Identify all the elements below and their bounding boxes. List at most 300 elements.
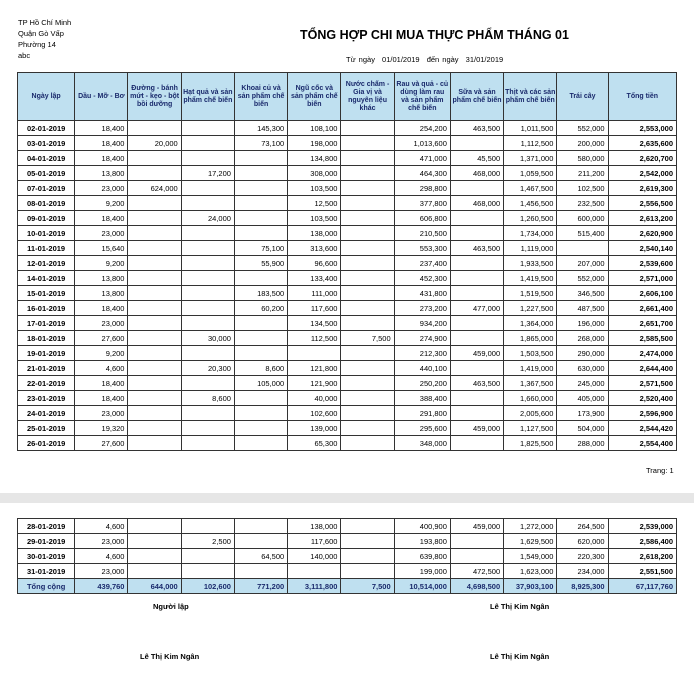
amount-cell: 1,825,500 xyxy=(504,436,557,451)
amount-cell xyxy=(341,271,394,286)
amount-cell: 40,000 xyxy=(288,391,341,406)
table-row xyxy=(18,331,677,346)
amount-cell: 1,364,000 xyxy=(504,316,557,331)
amount-cell: 23,000 xyxy=(75,181,128,196)
amount-cell xyxy=(181,376,234,391)
amount-cell: 200,000 xyxy=(557,136,608,151)
amount-cell xyxy=(234,181,287,196)
amount-cell: 4,600 xyxy=(75,519,128,534)
amount-cell: 18,400 xyxy=(75,301,128,316)
total-cell: 2,586,400 xyxy=(608,534,676,549)
total-label: Tổng cộng xyxy=(18,579,75,594)
amount-cell xyxy=(341,286,394,301)
amount-cell xyxy=(234,564,287,579)
amount-cell xyxy=(450,181,503,196)
amount-cell xyxy=(234,346,287,361)
amount-cell xyxy=(181,549,234,564)
amount-cell: 468,000 xyxy=(450,196,503,211)
amount-cell xyxy=(341,534,394,549)
amount-cell: 65,300 xyxy=(288,436,341,451)
amount-cell: 459,000 xyxy=(450,519,503,534)
amount-cell: 8,600 xyxy=(234,361,287,376)
total-cell: 2,618,200 xyxy=(608,549,676,564)
amount-cell: 553,300 xyxy=(394,241,450,256)
page-number: Trang: 1 xyxy=(646,466,674,475)
amount-cell: 290,000 xyxy=(557,346,608,361)
approver-name: Lê Thị Kim Ngân xyxy=(490,652,550,661)
amount-cell: 1,419,000 xyxy=(504,361,557,376)
amount-cell: 1,623,000 xyxy=(504,564,557,579)
amount-cell: 13,800 xyxy=(75,166,128,181)
amount-cell xyxy=(341,226,394,241)
amount-cell: 112,500 xyxy=(288,331,341,346)
amount-cell: 515,400 xyxy=(557,226,608,241)
amount-cell: 108,100 xyxy=(288,121,341,136)
table-row xyxy=(18,519,677,534)
amount-cell xyxy=(128,331,181,346)
amount-cell xyxy=(450,136,503,151)
amount-cell: 173,900 xyxy=(557,406,608,421)
date-cell: 08-01-2019 xyxy=(18,196,75,211)
amount-cell xyxy=(450,549,503,564)
amount-cell: 254,200 xyxy=(394,121,450,136)
amount-cell: 468,000 xyxy=(450,166,503,181)
amount-cell: 274,900 xyxy=(394,331,450,346)
amount-cell xyxy=(341,166,394,181)
amount-cell xyxy=(234,391,287,406)
amount-cell: 459,000 xyxy=(450,421,503,436)
amount-cell: 552,000 xyxy=(557,121,608,136)
page-break xyxy=(0,493,694,503)
amount-cell: 73,100 xyxy=(234,136,287,151)
amount-cell: 12,500 xyxy=(288,196,341,211)
amount-cell: 9,200 xyxy=(75,346,128,361)
amount-cell: 103,500 xyxy=(288,211,341,226)
amount-cell: 138,000 xyxy=(288,519,341,534)
amount-cell: 440,100 xyxy=(394,361,450,376)
amount-cell: 388,400 xyxy=(394,391,450,406)
amount-cell xyxy=(450,361,503,376)
amount-cell xyxy=(181,151,234,166)
date-cell: 05-01-2019 xyxy=(18,166,75,181)
table-row xyxy=(18,564,677,579)
total-cell: 2,520,400 xyxy=(608,391,676,406)
table-row xyxy=(18,534,677,549)
table-row xyxy=(18,421,677,436)
amount-cell xyxy=(341,121,394,136)
amount-cell: 18,400 xyxy=(75,391,128,406)
amount-cell xyxy=(450,211,503,226)
total-cell: 2,554,400 xyxy=(608,436,676,451)
amount-cell: 639,800 xyxy=(394,549,450,564)
amount-cell: 45,500 xyxy=(450,151,503,166)
column-header: Đường - bánh mứt - kẹo - bột bồi dưỡng xyxy=(128,73,181,121)
table-row xyxy=(18,226,677,241)
amount-cell xyxy=(341,421,394,436)
amount-cell: 140,000 xyxy=(288,549,341,564)
amount-cell: 111,000 xyxy=(288,286,341,301)
amount-cell: 245,000 xyxy=(557,376,608,391)
company-header xyxy=(18,17,71,61)
total-cell: 2,571,500 xyxy=(608,376,676,391)
amount-cell: 1,059,500 xyxy=(504,166,557,181)
amount-cell xyxy=(234,519,287,534)
amount-cell: 298,800 xyxy=(394,181,450,196)
table-row xyxy=(18,256,677,271)
preparer-name: Lê Thị Kim Ngân xyxy=(140,652,200,661)
amount-cell: 8,600 xyxy=(181,391,234,406)
amount-cell xyxy=(341,181,394,196)
table-row xyxy=(18,391,677,406)
total-amount-cell: 67,117,760 xyxy=(608,579,676,594)
amount-cell xyxy=(128,316,181,331)
date-cell: 23-01-2019 xyxy=(18,391,75,406)
amount-cell xyxy=(128,436,181,451)
total-cell: 2,585,500 xyxy=(608,331,676,346)
amount-cell xyxy=(128,226,181,241)
amount-cell xyxy=(128,361,181,376)
amount-cell: 580,000 xyxy=(557,151,608,166)
amount-cell: 459,000 xyxy=(450,346,503,361)
report-table-page1 xyxy=(17,72,677,451)
date-cell: 18-01-2019 xyxy=(18,331,75,346)
amount-cell: 1,119,000 xyxy=(504,241,557,256)
amount-cell: 1,367,500 xyxy=(504,376,557,391)
date-cell: 11-01-2019 xyxy=(18,241,75,256)
date-cell: 10-01-2019 xyxy=(18,226,75,241)
table-row xyxy=(18,121,677,136)
amount-cell: 4,600 xyxy=(75,549,128,564)
district-label: Quận Gò Vấp xyxy=(18,29,64,38)
amount-cell: 463,500 xyxy=(450,241,503,256)
date-cell: 28-01-2019 xyxy=(18,519,75,534)
amount-cell: 291,800 xyxy=(394,406,450,421)
total-amount-cell: 37,903,100 xyxy=(504,579,557,594)
total-cell: 2,539,600 xyxy=(608,256,676,271)
total-cell: 2,596,900 xyxy=(608,406,676,421)
amount-cell xyxy=(450,286,503,301)
date-range xyxy=(346,55,507,64)
amount-cell: 630,000 xyxy=(557,361,608,376)
column-header: Sữa và sản phẩm chế biến xyxy=(450,73,503,121)
amount-cell: 452,300 xyxy=(394,271,450,286)
amount-cell xyxy=(128,421,181,436)
amount-cell: 20,300 xyxy=(181,361,234,376)
amount-cell xyxy=(341,376,394,391)
amount-cell: 30,000 xyxy=(181,331,234,346)
amount-cell: 117,600 xyxy=(288,534,341,549)
date-cell: 15-01-2019 xyxy=(18,286,75,301)
amount-cell: 1,503,500 xyxy=(504,346,557,361)
amount-cell: 4,600 xyxy=(75,361,128,376)
date-cell: 26-01-2019 xyxy=(18,436,75,451)
amount-cell xyxy=(128,286,181,301)
total-amount-cell: 4,698,500 xyxy=(450,579,503,594)
amount-cell: 1,549,000 xyxy=(504,549,557,564)
amount-cell xyxy=(128,271,181,286)
amount-cell xyxy=(341,211,394,226)
amount-cell xyxy=(181,519,234,534)
date-cell: 03-01-2019 xyxy=(18,136,75,151)
amount-cell xyxy=(128,151,181,166)
amount-cell: 134,500 xyxy=(288,316,341,331)
amount-cell xyxy=(341,361,394,376)
amount-cell: 23,000 xyxy=(75,316,128,331)
amount-cell: 400,900 xyxy=(394,519,450,534)
column-header: Rau và quả - củ dùng làm rau và sản phẩm chế biến xyxy=(394,73,450,121)
amount-cell: 193,800 xyxy=(394,534,450,549)
amount-cell xyxy=(181,421,234,436)
amount-cell xyxy=(128,549,181,564)
amount-cell: 211,200 xyxy=(557,166,608,181)
amount-cell: 606,800 xyxy=(394,211,450,226)
amount-cell: 183,500 xyxy=(234,286,287,301)
total-cell: 2,620,700 xyxy=(608,151,676,166)
total-amount-cell: 102,600 xyxy=(181,579,234,594)
amount-cell xyxy=(341,241,394,256)
date-cell: 09-01-2019 xyxy=(18,211,75,226)
amount-cell xyxy=(341,564,394,579)
amount-cell xyxy=(450,271,503,286)
amount-cell: 1,519,500 xyxy=(504,286,557,301)
amount-cell xyxy=(341,301,394,316)
table-header-row xyxy=(18,73,677,121)
date-cell: 24-01-2019 xyxy=(18,406,75,421)
amount-cell: 102,500 xyxy=(557,181,608,196)
amount-cell xyxy=(234,331,287,346)
date-cell: 19-01-2019 xyxy=(18,346,75,361)
amount-cell: 1,260,500 xyxy=(504,211,557,226)
amount-cell xyxy=(341,136,394,151)
column-header: Nước chấm - Gia vị và nguyên liệu khác xyxy=(341,73,394,121)
amount-cell: 103,500 xyxy=(288,181,341,196)
amount-cell: 138,000 xyxy=(288,226,341,241)
date-cell: 25-01-2019 xyxy=(18,421,75,436)
amount-cell: 207,000 xyxy=(557,256,608,271)
total-cell: 2,619,300 xyxy=(608,181,676,196)
amount-cell: 552,000 xyxy=(557,271,608,286)
amount-cell: 472,500 xyxy=(450,564,503,579)
amount-cell: 1,456,500 xyxy=(504,196,557,211)
amount-cell xyxy=(181,121,234,136)
amount-cell: 477,000 xyxy=(450,301,503,316)
column-header: Ngày lập xyxy=(18,73,75,121)
amount-cell: 464,300 xyxy=(394,166,450,181)
amount-cell xyxy=(234,421,287,436)
table-row xyxy=(18,166,677,181)
amount-cell: 463,500 xyxy=(450,121,503,136)
amount-cell: 1,629,500 xyxy=(504,534,557,549)
amount-cell: 1,419,500 xyxy=(504,271,557,286)
amount-cell: 121,800 xyxy=(288,361,341,376)
total-cell: 2,553,000 xyxy=(608,121,676,136)
amount-cell: 348,000 xyxy=(394,436,450,451)
amount-cell: 96,600 xyxy=(288,256,341,271)
total-amount-cell: 8,925,300 xyxy=(557,579,608,594)
amount-cell: 60,200 xyxy=(234,301,287,316)
amount-cell xyxy=(341,346,394,361)
to-date: 31/01/2019 xyxy=(465,55,504,64)
date-cell: 17-01-2019 xyxy=(18,316,75,331)
amount-cell: 1,467,500 xyxy=(504,181,557,196)
amount-cell: 117,600 xyxy=(288,301,341,316)
amount-cell xyxy=(181,286,234,301)
table-row xyxy=(18,181,677,196)
amount-cell: 264,500 xyxy=(557,519,608,534)
amount-cell: 196,000 xyxy=(557,316,608,331)
from-label: Từ ngày xyxy=(346,55,375,64)
amount-cell: 24,000 xyxy=(181,211,234,226)
amount-cell: 1,865,000 xyxy=(504,331,557,346)
amount-cell: 1,272,000 xyxy=(504,519,557,534)
amount-cell xyxy=(450,256,503,271)
amount-cell xyxy=(234,166,287,181)
amount-cell xyxy=(128,406,181,421)
table-row xyxy=(18,406,677,421)
amount-cell xyxy=(128,256,181,271)
ward-label: Phường 14 xyxy=(18,40,56,49)
amount-cell xyxy=(181,564,234,579)
amount-cell: 13,800 xyxy=(75,286,128,301)
total-amount-cell: 7,500 xyxy=(341,579,394,594)
amount-cell: 237,400 xyxy=(394,256,450,271)
date-cell: 02-01-2019 xyxy=(18,121,75,136)
amount-cell: 23,000 xyxy=(75,226,128,241)
total-cell: 2,661,400 xyxy=(608,301,676,316)
amount-cell: 1,011,500 xyxy=(504,121,557,136)
amount-cell xyxy=(181,136,234,151)
amount-cell: 620,000 xyxy=(557,534,608,549)
report-table-page2 xyxy=(17,518,677,594)
amount-cell: 134,800 xyxy=(288,151,341,166)
amount-cell: 346,500 xyxy=(557,286,608,301)
amount-cell: 9,200 xyxy=(75,256,128,271)
amount-cell xyxy=(181,316,234,331)
amount-cell xyxy=(181,346,234,361)
date-cell: 29-01-2019 xyxy=(18,534,75,549)
amount-cell: 600,000 xyxy=(557,211,608,226)
amount-cell: 102,600 xyxy=(288,406,341,421)
table-row xyxy=(18,549,677,564)
amount-cell: 199,000 xyxy=(394,564,450,579)
amount-cell: 15,640 xyxy=(75,241,128,256)
amount-cell: 18,400 xyxy=(75,136,128,151)
amount-cell: 934,200 xyxy=(394,316,450,331)
date-cell: 12-01-2019 xyxy=(18,256,75,271)
amount-cell: 121,900 xyxy=(288,376,341,391)
date-cell: 30-01-2019 xyxy=(18,549,75,564)
amount-cell: 19,320 xyxy=(75,421,128,436)
amount-cell: 133,400 xyxy=(288,271,341,286)
amount-cell: 220,300 xyxy=(557,549,608,564)
amount-cell xyxy=(128,211,181,226)
amount-cell xyxy=(128,564,181,579)
table-row xyxy=(18,376,677,391)
amount-cell xyxy=(128,391,181,406)
amount-cell: 288,000 xyxy=(557,436,608,451)
amount-cell xyxy=(450,406,503,421)
amount-cell xyxy=(341,406,394,421)
table-row xyxy=(18,211,677,226)
total-cell: 2,635,600 xyxy=(608,136,676,151)
total-cell: 2,540,140 xyxy=(608,241,676,256)
date-cell: 21-01-2019 xyxy=(18,361,75,376)
amount-cell: 18,400 xyxy=(75,151,128,166)
city-label: TP Hồ Chí Minh xyxy=(18,18,72,27)
total-amount-cell: 3,111,800 xyxy=(288,579,341,594)
preparer-label: Người lập xyxy=(153,602,189,611)
amount-cell: 2,005,600 xyxy=(504,406,557,421)
amount-cell: 75,100 xyxy=(234,241,287,256)
amount-cell xyxy=(181,226,234,241)
amount-cell xyxy=(128,346,181,361)
amount-cell xyxy=(181,181,234,196)
amount-cell: 624,000 xyxy=(128,181,181,196)
amount-cell: 27,600 xyxy=(75,331,128,346)
amount-cell: 463,500 xyxy=(450,376,503,391)
amount-cell: 1,013,600 xyxy=(394,136,450,151)
column-header: Dầu - Mỡ - Bơ xyxy=(75,73,128,121)
amount-cell: 234,000 xyxy=(557,564,608,579)
amount-cell: 377,800 xyxy=(394,196,450,211)
amount-cell: 471,000 xyxy=(394,151,450,166)
amount-cell: 18,400 xyxy=(75,121,128,136)
amount-cell: 13,800 xyxy=(75,271,128,286)
amount-cell xyxy=(128,376,181,391)
total-amount-cell: 644,000 xyxy=(128,579,181,594)
amount-cell xyxy=(341,436,394,451)
column-header: Trái cây xyxy=(557,73,608,121)
table-row xyxy=(18,151,677,166)
amount-cell xyxy=(128,301,181,316)
amount-cell xyxy=(450,226,503,241)
amount-cell xyxy=(341,256,394,271)
report-title: TỔNG HỢP CHI MUA THỰC PHẨM THÁNG 01 xyxy=(300,28,569,42)
amount-cell xyxy=(450,534,503,549)
total-cell: 2,556,500 xyxy=(608,196,676,211)
amount-cell xyxy=(288,564,341,579)
amount-cell: 145,300 xyxy=(234,121,287,136)
amount-cell xyxy=(128,241,181,256)
amount-cell xyxy=(557,241,608,256)
total-amount-cell: 10,514,000 xyxy=(394,579,450,594)
amount-cell xyxy=(181,241,234,256)
amount-cell xyxy=(341,316,394,331)
amount-cell: 18,400 xyxy=(75,376,128,391)
amount-cell xyxy=(181,271,234,286)
amount-cell: 273,200 xyxy=(394,301,450,316)
total-cell: 2,542,000 xyxy=(608,166,676,181)
table-row xyxy=(18,361,677,376)
amount-cell xyxy=(234,316,287,331)
amount-cell xyxy=(341,391,394,406)
to-label: đến ngày xyxy=(426,55,459,64)
amount-cell: 405,000 xyxy=(557,391,608,406)
amount-cell: 268,000 xyxy=(557,331,608,346)
amount-cell: 487,500 xyxy=(557,301,608,316)
approver-name-top: Lê Thị Kim Ngân xyxy=(490,602,550,611)
total-cell: 2,571,000 xyxy=(608,271,676,286)
amount-cell: 232,500 xyxy=(557,196,608,211)
amount-cell: 17,200 xyxy=(181,166,234,181)
amount-cell: 1,227,500 xyxy=(504,301,557,316)
amount-cell xyxy=(181,301,234,316)
table-row xyxy=(18,271,677,286)
table-row xyxy=(18,436,677,451)
amount-cell: 9,200 xyxy=(75,196,128,211)
amount-cell: 1,127,500 xyxy=(504,421,557,436)
date-cell: 04-01-2019 xyxy=(18,151,75,166)
